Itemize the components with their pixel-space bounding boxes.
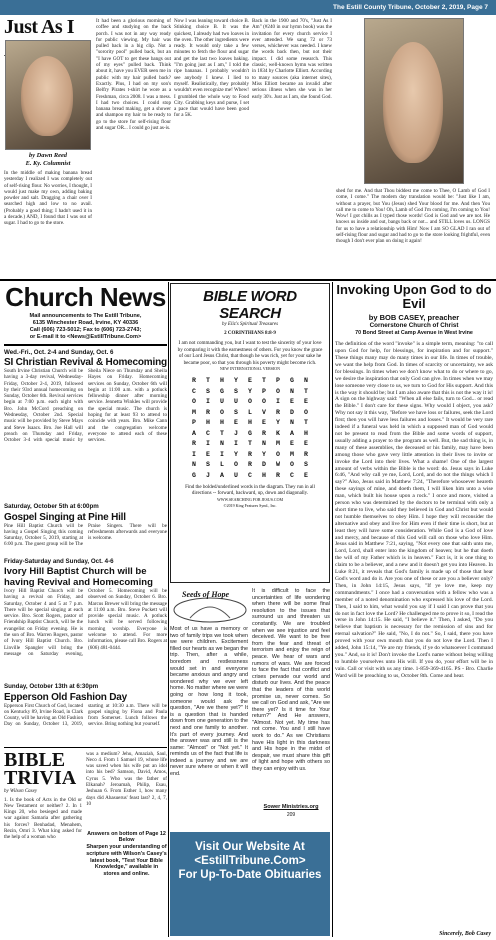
grid-letter: Y (248, 387, 252, 395)
grid-letter: I (234, 440, 238, 448)
byline-line: Cornerstone Church of Christ (369, 322, 459, 329)
grid-letter: S (304, 461, 308, 469)
grid-letter: I (276, 398, 280, 406)
word-search-box (170, 283, 330, 583)
grid-letter: P (192, 419, 196, 427)
grid-letter: J (206, 471, 210, 479)
grid-letter: E (262, 419, 266, 427)
word-search-site: WWW.SEARCHING FOR JESUS.COM (216, 497, 284, 503)
grid-letter: O (304, 408, 308, 416)
grid-letter: N (304, 377, 308, 385)
grid-letter: O (276, 387, 280, 395)
event-text: Ivory Hill Baptist Church will be having a revival on Friday, and Saturday, October 4 and 5 at 7 p.m. There will be special singing at each service. Bro. Scott Rogers, pastor of Friendship Baptist Church, will be the evangelist on Friday evening. He is the son of Bro. Warren Rogers, pastor of Ivory Hill Baptist Church. Bro. Linville Spangler will bring the message on Saturday evening, October 5. Homecoming will be observed on Sunday, October 6. Bro. Marcus Brewer will bring the message at 11:00 a.m. Bro. Steve Puckett will provide special music. A potluck lunch will be served following morning worship. Everyone is welcome to attend. For more information, please call Bro. Rogers at (606) 481-0444. (4, 588, 167, 657)
grid-letter: R (276, 408, 280, 416)
column-text-5: shed for me. And that Thou biddest me come to Thee, O Lamb of God I come, I come." The modern day translation would be: "Just like I am, without a prayer, but You (Jesus) shed Your blood for me. And then You call me to come to You! Oh, Lamb of God I'm coming, I'm coming to You! Wow! I got chills as I typed those words! God is God and we are not. He knows us inside and out, bangs back or not... and STILL loves us. LONGS for us to have a relationship with Him! Now I am SO GLAD I ran out of self-rising flour and sugar and had to go to the store looking frightful, even though I don't ever plan on doing it again! (336, 188, 490, 245)
grid-letter: N (290, 419, 294, 427)
church-news-section (4, 282, 167, 937)
invoking-article (335, 283, 493, 937)
grid-letter: E (206, 450, 210, 458)
page-header: The Estill County Tribune, October 2, 2019, Page 7 (0, 0, 496, 15)
grid-letter: O (220, 408, 224, 416)
trivia-questions-2: was a medium? Jehu, Amaziah, Saul, Neco 4. From 1 Samuel 19, whose life was saved when his wife put an idol into his bed? Samson, David, Amos, Cyrus 5. Who was the father of Elkanah? Jeroamah, Philip, Esau, Jeshuan 6. From Esther 1, how many days did Ahasuerus' feast last? 2, 4, 7, 10 (86, 750, 167, 807)
trivia-answers: Answers on bottom of Page 12 Below (87, 830, 166, 844)
grid-letter: G (220, 387, 224, 395)
seeds-title: Seeds of Hope (182, 590, 230, 599)
grid-letter: K (276, 429, 280, 437)
grid-letter: H (262, 471, 266, 479)
info-line: Call (606) 723-5012; Fax to (606) 723-2743; (29, 327, 142, 333)
event-text: Epperson First Church of God, located on Kentucky 89, Irvine Road, in Clark County, will be having an Old Fashion Day on Sunday, October 13, 2019, starting at 10:30 a.m. There will be gospel singing by Fiona and Paula from Somerset. Lunch follows the service. Bring nothing but yourself. (4, 702, 167, 728)
grid-letter: A (290, 429, 294, 437)
bible-trivia (4, 747, 167, 927)
event-headline: Gospel Singing at Pine Hill (4, 511, 126, 523)
column-divider (332, 282, 333, 937)
grid-letter: L (220, 461, 224, 469)
byline-name: by Dawn Reed (29, 152, 67, 159)
grid-letter: V (262, 408, 266, 416)
event-date: Sunday, October 13th at 6:30pm (4, 683, 99, 690)
grid-letter: C (290, 471, 294, 479)
word-search-byline: by Eliz's Spiritual Treasures (221, 322, 279, 327)
grid-letter: P (262, 387, 266, 395)
grid-letter: N (290, 387, 294, 395)
grid-letter: U (220, 398, 224, 406)
grid-letter: C (192, 387, 196, 395)
event-date: Wed.-Fri., Oct. 2-4 and Sunday, Oct. 6 (4, 348, 114, 356)
word-search-reference: 2 CORINTHIANS 8:8-9 (224, 331, 276, 337)
word-search-instructions: Find the bolded/underlined words in the diagram. They run in all directions -- forward, backward, up, down and diagonally. (185, 484, 315, 496)
word-search-version: NEW INTERNATIONAL VERSION (219, 366, 281, 372)
grid-letter: Y (234, 450, 238, 458)
word-search-grid (187, 377, 313, 479)
grid-letter: Y (234, 377, 238, 385)
grid-letter: I (206, 398, 210, 406)
divider (4, 344, 167, 346)
grid-letter: R (304, 450, 308, 458)
grid-letter: C (248, 471, 252, 479)
grid-letter: R (276, 471, 280, 479)
seeds-text-2: It is difficult to face the uncertainties of life wondering when there will be some final resolution to the issues that surround us and threaten us constantly. We are troubled when we see injustice and feel deceived. We want to be free from the fear and threat of terrorism and enjoy the reign of peace. We hear of wars and rumors of wars. We are forced to face the fact that conflict and crises pervade our world and disturb our lives. And the peace that the leaders of this world promise us, never comes. So we call on God and ask, "Are we there yet? Is it time for Your return?" And He answers, "Almost. Not yet. My time has not come. You and I still have work to do." As we Christians have His light in this darkness and His hope in the midst of despair, we must share this gift of light and hope with others so they can enjoy with us. (252, 588, 330, 773)
grid-letter: O (192, 398, 196, 406)
visit-line: For Up-To-Date Obituaries (178, 869, 322, 881)
grid-letter: E (234, 419, 238, 427)
visit-line: Visit Our Website At (195, 841, 305, 853)
event-date: Saturday, October 5th at 6:00pm (4, 503, 99, 510)
byline-line: by BOB CASEY, preacher (368, 313, 460, 322)
info-line: Mail announcements to The Estill Tribune, (29, 313, 142, 319)
grid-letter: M (290, 450, 294, 458)
grid-letter: I (220, 450, 224, 458)
event-text: South Irvine Christian Church will be having a 3-day revival, Wednesday-Friday, October 2-4, 2019, followed by their 93rd annual homecoming on Sunday, October 6th. Revival services begin at 7:00 p.m. each night with Bro. John McCord preaching on Wednesday, October 2nd. Special music will be provided by Steve Mays and Steve Isaacs. Bro. Joe Hall will preach on Thursday and Friday, October 3-4 with special music by Sheila Niece on Thursday and Sheila Hayes on Friday. Homecoming services on Sunday, October 6th will begin at 11:00 a.m. with a potluck fellowship dinner after morning service. Jennetta Winkles will provide the special music. The church is hoping for at least 93 to attend to coincide with years. Bro. Mike Cann and the congregation welcome everyone to attend each of these services. (4, 368, 167, 444)
grid-letter: N (192, 461, 196, 469)
grid-letter: A (220, 471, 224, 479)
grid-letter: G (290, 377, 294, 385)
column-text-2: It had been a glorious morning of coffee and studying on the back porch. I was not in any way ready for public viewing. My hair was pulled back in a big clip. Not a "sorority pool" pulled back, but an "I have GOT to get these bangs out of my eyes" pulled back. Think about it, have you EVER seen me in public with my hair pulled back? Exactly. Plus, I had on my son's Belfry Pirates t-shirt he wore as a Freshman, circa 2008. I was a mess. I had two choices. I could stop banana bread making, get a shower and shampoo my hair to be ready to go to the store for self-rising flour and sugar OR... I could go just as-is. (96, 18, 171, 132)
grid-letter: O (248, 398, 252, 406)
event-headline: Ivory Hill Baptist Church will be having Revival and Homecoming (4, 566, 153, 588)
grid-letter: E (304, 440, 308, 448)
grid-letter: P (276, 377, 280, 385)
grid-letter: R (192, 440, 196, 448)
grid-letter: M (276, 440, 280, 448)
event-text: Pine Hill Baptist Church will be having a Gospel Singing this coming Saturday, October 5, 2019, starting at 6:00 p.m. The guest group will be The Praise Singers. There will be refreshments afterwards and everyone is welcome. (4, 522, 167, 548)
grid-letter: E (304, 471, 308, 479)
grid-letter: S (206, 387, 210, 395)
seeds-text-1: Most of us have a memory or two of family trips we took when we were children. Excitement filled our hearts as we began the trip. Then, after a while, boredom and restlessness would set in and everyone became anxious and angry and wondered why we ever left home. No matter where we were going or how long it took, someone would ask the question, "Are we there yet?" It is a question that is handed down from one generation to the next and one family to another. It's part of every journey. And the answer was and still is the same: "Almost" or "Not yet." It reminds us of the fact that life is indeed a journey and we are never sure where or when it will end. (170, 626, 248, 778)
event-headline: Epperson Old Fashion Day (4, 691, 127, 703)
grid-letter: T (248, 440, 252, 448)
grid-letter: R (248, 450, 252, 458)
info-line: or E-mail it to <News@EstillTribune.Com> (29, 334, 142, 340)
trivia-title: BIBLE TRIVIA (4, 748, 77, 789)
word-search-title: BIBLE WORD SEARCH (203, 288, 297, 322)
grid-letter: S (234, 387, 238, 395)
grid-letter: R (192, 377, 196, 385)
column-text-4: Back in the 1900 and 70's, "Just As I Am" (#240 in our hymn book) was the invitation for every church service I ever attended. We sang 72 or 73 verses, whichever was needed. I knew the words back then, but not their impact. I did some research. This classic, well-known hymn was written in 1834 by Charlotte Elliott. According to many sources (aka internet sites), Miss Elliott became an invalid after serious illness when she was in her early 30's. Just as I am, she found God. (252, 18, 332, 100)
grid-letter: U (234, 471, 238, 479)
grid-letter: M (192, 408, 196, 416)
grid-letter: G (192, 471, 196, 479)
trivia-byline: by Wilson Casey (4, 788, 38, 794)
article-title: Invoking Upon God to do Evil (336, 283, 492, 311)
grid-letter: T (304, 387, 308, 395)
grid-letter: C (206, 429, 210, 437)
event-headline: SI Christian Revival & Homecoming (4, 357, 167, 368)
grid-letter: T (262, 377, 266, 385)
grid-letter: J (234, 429, 238, 437)
grid-letter: D (290, 408, 294, 416)
columnist-photo (5, 40, 91, 150)
grid-letter: Y (262, 450, 266, 458)
grid-letter: T (206, 377, 210, 385)
grid-letter: R (262, 429, 266, 437)
trivia-questions-1: 1. Is the book of Acts in the Old or New Testament or neither? 2. In 1 Kings 20, who besieged and made war against Samaria after gathering his forces? Benhadad, Menahem, Rezin, Omri 3. What king asked for the help of a woman who (4, 796, 82, 841)
grid-letter: T (220, 429, 224, 437)
grid-letter: S (234, 408, 238, 416)
seeds-source: Sower Ministries.org (263, 804, 319, 810)
grid-letter: H (220, 377, 224, 385)
column-text-1: In the middle of making banana bread yesterday I realized I was completely out of self-rising flour. No worries, I thought, I would just make my own, adding baking powder and salt. Dragging a chair over I searched high and low to no avail. (Probably a good thing; I hadn't used it in a decade.) AND, I found that I was out of sugar. I had to go to the store. (4, 170, 92, 227)
article-signature: Sincerely, Bob Casey (439, 931, 491, 937)
grid-letter: E (290, 440, 294, 448)
visit-link[interactable]: <EstillTribune.Com> (194, 855, 306, 867)
grid-letter: A (192, 429, 196, 437)
column-text-3: Now I was leaning toward choice B. Stinking choice B. It was the quickest, I already had two loaves in the oven. The other ingredients were ready. It would only take a few minutes to fetch the flour and sugar and get the last two loaves baking. "I'm going just as I am," I told the ripe bananas. I probably wouldn't see anybody I knew. I lied to myself. Realistically, they probably wouldn't even recognize me! Whew! I grumbled the whole way to Food City. Grabbing keys and purse, I set a pace that would have been good for a 5K. (174, 18, 249, 119)
grid-letter: O (234, 461, 238, 469)
word-search-copyright: ©2019 King Features Synd., Inc. (223, 503, 277, 509)
church-news-title: Church News (5, 282, 166, 312)
grid-letter: Y (276, 419, 280, 427)
grid-letter: N (220, 440, 224, 448)
column-title: Just As I (4, 16, 74, 38)
visit-website-banner[interactable] (170, 832, 330, 936)
grid-letter: E (248, 377, 252, 385)
columnist-byline (4, 152, 92, 167)
article-text: The definition of the word "invoke" is a simple term, meaning: "to call upon God for help, for blessings, for inspiration and for support." These things many may do many times in our life. In times of trouble, we want the help from God. In times of scarcity or uncertainty, we ask for blessings. In times when we don't know what to do or where to go, we desire the inspiration that only God can give. In times when we may lose someone very close to us, we turn to God for His support. And this is the way it should be; but I am also aware that this is not the way it is! A sign on the highway said: "When all else fails, turn to God... or read the Bible." I don't care for these signs. Why would I object, you ask? Why not say it this way, "Before we have loss or failures, seek the Lord first; then you will have less failures and losses." It would be very rare indeed if a funeral was held in which a supposed man of God would not be present to read from the Bible and some words of support, usually adding a prayer to the program as well. But, the sad thing is, in many of these assemblies, the deceased or his family, may have been among those who gave very little attention in their lives to invite or invoke the Lord into their lives. What a shame! One of the largest amount of verbs within the Bible is the word: do. Jesus says in Luke 6:46, "And why call ye me, Lord, Lord, and do not the things which I say?" Also, Jesus said in Matthew 7:24, "Therefore whosoever heareth these sayings of mine, and doeth them, I will liken him unto a wise man, which built his house upon a rock." I once and more, visited a person who was determined by the doctors to be terminal with only a short time to live, who said they believed in God and Christ but would not humble themselves to obey Him. I hope they will reconsider the alternative and obey and live for Him even if their time is short, but at least they will have some consideration. While God is a God of love and mercy, and because of this God will call on those who love Him. Jesus said in Matthew 7:21, saying, "Not every one that saith unto me, Lord, Lord, shall enter into the kingdom of heaven; but he that doeth the will of my Father which is in heaven." Fact is, it is one thing to claim to be a believer, and a new and it doesn't get you into Heaven. In Luke 8:21, it reveals that God's family is made up of those that hear God's word and do it. Are you one of these or are you a believer only? Then, in John 14:15, Jesus says, "If ye love me, keep my commandments." I once had a conversation with a fellow who was a member of a noted denomination who expressed his love of the Lord. Then, I said to him, what would you say if I said I can prove that you do not in fact love the Lord? He challenged me to prove it so, I read the verse in John 14:15. He said, "I believe it." Then, I asked, "Do you believe that baptism is necessary for the remission of sins and for eternal salvation?" He said, "No, I do not." So, I said, there you have proved with your own mouth that you do not love the Lord. Then I added, John 15:14, "Ye are my friends, if ye do whatsoever I command you." And, so it is! Don't invoke the Lord's name without being willing to humble yourselves unto His will. If you do, your effort will be in vain. Call or visit with us any time. 1-859-369-4165. PS - Bro. Charlie Ward will be preaching to us, October 8th. Come and hear. (335, 341, 493, 679)
grid-letter: N (262, 440, 266, 448)
info-line: 6135 Winchester Road, Irvine, KY 40336 (32, 320, 139, 326)
byline-role: E. Ky. Columnist (25, 159, 71, 167)
grid-letter: O (276, 450, 280, 458)
grid-letter: I (206, 440, 210, 448)
grid-letter: T (304, 419, 308, 427)
grid-letter: H (220, 419, 224, 427)
section-divider (0, 279, 496, 281)
grid-letter: O (290, 461, 294, 469)
grid-letter: R (206, 408, 210, 416)
byline-line: 70 Bond Street at Camp Avenue in West Irvine (355, 329, 473, 336)
event-date: Friday-Saturday and Sunday, Oct. 4-6 (4, 557, 114, 565)
church-news-info (4, 313, 167, 341)
grid-letter: U (234, 398, 238, 406)
word-search-verse: I am not commanding you, but I want to test the sincerity of your love by comparing it with the earnestness of others. For you know the grace of our Lord Jesus Christ, that though he was rich, yet for your sake he became poor, so that you through his poverty might become rich. (177, 340, 323, 366)
grid-letter: I (192, 450, 196, 458)
seeds-number: 209 (286, 812, 296, 818)
grid-letter: R (248, 461, 252, 469)
grid-letter: E (304, 398, 308, 406)
trivia-promo: Sharpen your understanding of scripture with Wilson's Casey's latest book, "Test Your Bible Knowledge," available in stores and online. (86, 844, 167, 878)
grid-letter: D (262, 461, 266, 469)
grid-letter: H (206, 419, 210, 427)
columnist-photo-2 (364, 18, 464, 184)
grid-letter: E (290, 398, 294, 406)
grid-letter: O (262, 398, 266, 406)
grid-letter: G (248, 429, 252, 437)
grid-letter: W (276, 461, 280, 469)
grid-letter: H (248, 419, 252, 427)
article-byline (335, 313, 493, 337)
seeds-of-hope (170, 588, 330, 824)
grid-letter: S (206, 461, 210, 469)
grid-letter: H (304, 429, 308, 437)
column-divider (168, 282, 169, 937)
grid-letter: L (248, 408, 252, 416)
